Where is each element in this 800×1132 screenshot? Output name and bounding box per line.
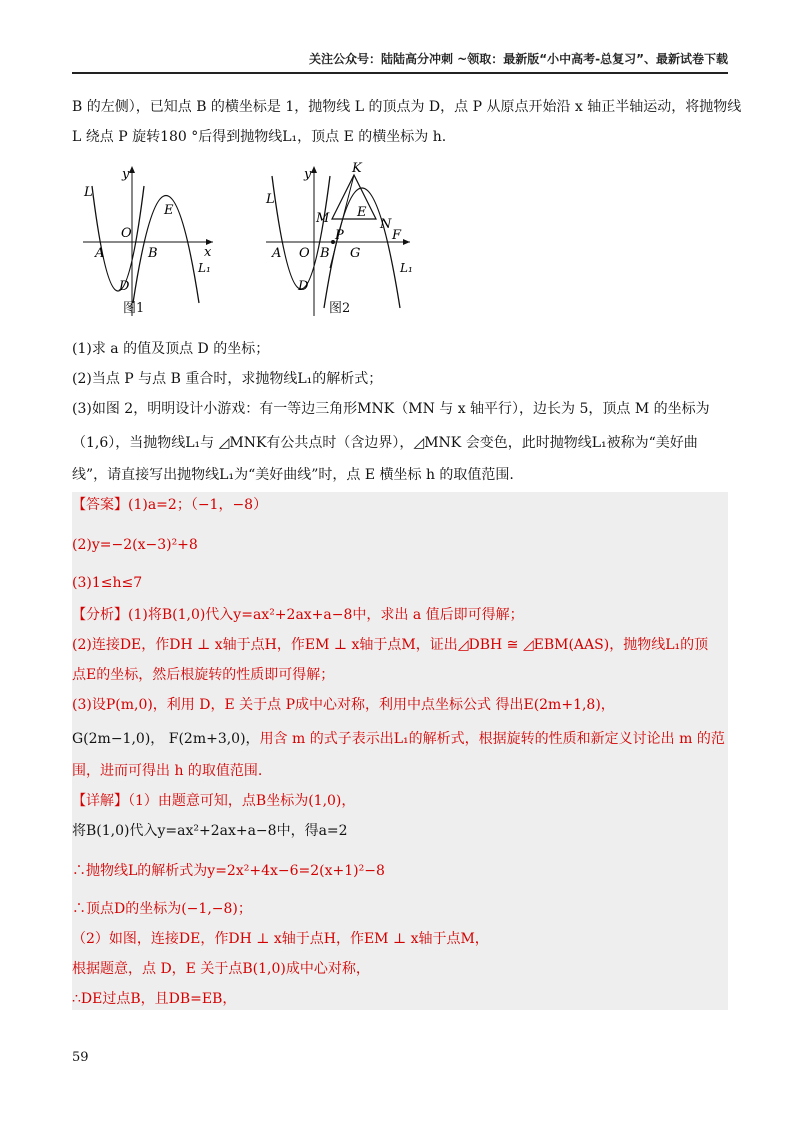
detail-5: （2）如图，连接DE，作DH ⊥ x轴于点H，作EM ⊥ x轴于点M， xyxy=(72,931,489,947)
question-3-line2: （1,6），当抛物线L₁与 ◿MNK有公共点时（含边界），◿MNK 会变色，此时抛物线L₁被称为“美好曲 xyxy=(72,435,698,451)
answer-1: (1)a=2；（−1，−8） xyxy=(128,497,268,513)
analysis-tag: 【分析】 xyxy=(72,607,128,623)
fig1-parabola-L xyxy=(92,186,144,291)
problem-intro-line1: B 的左侧），已知点 B 的横坐标是 1，抛物线 L 的顶点为 D，点 P 从原点开始沿 x 轴正半轴运动，将抛物线 xyxy=(72,99,742,115)
detail-3: ∴抛物线L的解析式为y=2x²+4x−6=2(x+1)²−8 xyxy=(72,863,385,879)
fig2-parabola-L xyxy=(272,176,330,289)
fig2-label-N: N xyxy=(380,217,392,232)
page-header: 关注公众号：陆陆高分冲刺 ~领取：最新版“小中高考-总复习”、最新试卷下载 xyxy=(309,52,728,66)
fig1-label-L1: L₁ xyxy=(198,261,211,275)
fig1-y-arrow xyxy=(129,166,135,173)
detail-6: 根据题意，点 D，E 关于点B(1,0)成中心对称， xyxy=(72,961,370,977)
fig1-label-x: x xyxy=(204,245,212,260)
fig1-label-B: B xyxy=(148,246,158,261)
question-1: (1)求 a 的值及顶点 D 的坐标； xyxy=(72,341,270,357)
detail-4: ∴顶点D的坐标为(−1,−8)； xyxy=(72,901,252,917)
fig2-x-arrow xyxy=(403,239,410,245)
answer-tag: 【答案】 xyxy=(72,497,128,513)
analysis-1: (1)将B(1,0)代入y=ax²+2ax+a−8中，求出 a 值后即可得解； xyxy=(128,607,524,623)
analysis-3b xyxy=(72,728,728,750)
analysis-2b: 点E的坐标，然后根旋转的性质即可得解； xyxy=(72,667,335,683)
fig1-label-A: A xyxy=(95,246,105,261)
answer-3-text: (3)1≤h≤7 xyxy=(72,575,143,591)
analysis-3b-text: 用含 m 的式子表示出L₁的解析式，根据旋转的性质和新定义讨论出 m 的范 xyxy=(259,731,725,747)
detail-tag: 【详解】 xyxy=(72,793,128,809)
answer-2 xyxy=(72,534,728,556)
page-number: 59 xyxy=(72,1050,89,1065)
fig2-label-O: O xyxy=(299,246,310,261)
question-2: (2)当点 P 与点 B 重合时，求抛物线L₁的解析式； xyxy=(72,371,383,387)
fig2-label-L1: L₁ xyxy=(400,261,413,275)
answer-3 xyxy=(72,572,728,594)
detail-1: （1）由题意可知，点B坐标为(1,0)， xyxy=(128,793,356,809)
analysis-3b-coords: G(2m−1,0)， F(2m+3,0)， xyxy=(72,731,260,747)
detail-2: 将B(1,0)代入y=ax²+2ax+a−8中，得a=2 xyxy=(72,823,348,839)
figure-1 xyxy=(78,158,228,323)
question-3-line3: 线”，请直接写出抛物线L₁为“美好曲线”时，点 E 横坐标 h 的取值范围. xyxy=(72,467,514,483)
detail-7: ∴DE过点B，且DB=EB， xyxy=(72,991,237,1007)
fig2-triangle-MNK xyxy=(332,175,376,219)
fig2-label-L: L xyxy=(266,192,275,207)
fig2-label-P: P xyxy=(335,228,344,243)
header-rule xyxy=(72,72,728,74)
fig2-label-A: A xyxy=(272,246,282,261)
fig1-label-L: L xyxy=(84,185,93,200)
fig1-label-O: O xyxy=(121,226,132,241)
problem-intro-line2: L 绕点 P 旋转180 °后得到抛物线L₁，顶点 E 的横坐标为 h. xyxy=(72,129,447,145)
fig1-label-y: y xyxy=(122,167,130,182)
fig1-label-D: D xyxy=(119,279,130,294)
fig2-label-M: M xyxy=(316,211,330,226)
fig2-label-G: G xyxy=(350,246,361,261)
fig2-label-F: F xyxy=(392,228,402,243)
fig2-label-B: B xyxy=(320,246,330,261)
analysis-line-1 xyxy=(72,604,728,626)
answer-line-1 xyxy=(72,494,728,516)
fig2-y-arrow xyxy=(311,166,317,173)
detail-line-1 xyxy=(72,790,728,812)
analysis-3a: (3)设P(m,0)，利用 D，E 关于点 P成中心对称，利用中点坐标公式 得出E(2m+1,8)， xyxy=(72,697,615,713)
fig2-label-E: E xyxy=(357,205,367,220)
analysis-3c: 围，进而可得出 h 的取值范围. xyxy=(72,763,263,779)
analysis-2a: (2)连接DE，作DH ⊥ x轴于点H，作EM ⊥ x轴于点M，证出◿DBH ≅ ◿EBM(AAS)，抛物线L₁的顶 xyxy=(72,637,709,653)
answer-2-text: (2)y=−2(x−3)²+8 xyxy=(72,537,198,553)
figure-2-caption: 图2 xyxy=(329,301,351,316)
fig2-label-y: y xyxy=(304,167,312,182)
fig2-label-K: K xyxy=(352,161,362,176)
fig2-label-D: D xyxy=(298,279,309,294)
figure-1-caption: 图1 xyxy=(123,301,145,316)
question-3-line1: (3)如图 2，明明设计小游戏：有一等边三角形MNK（MN 与 x 轴平行），边长为 5，顶点 M 的坐标为 xyxy=(72,401,710,417)
fig1-label-E: E xyxy=(164,203,174,218)
